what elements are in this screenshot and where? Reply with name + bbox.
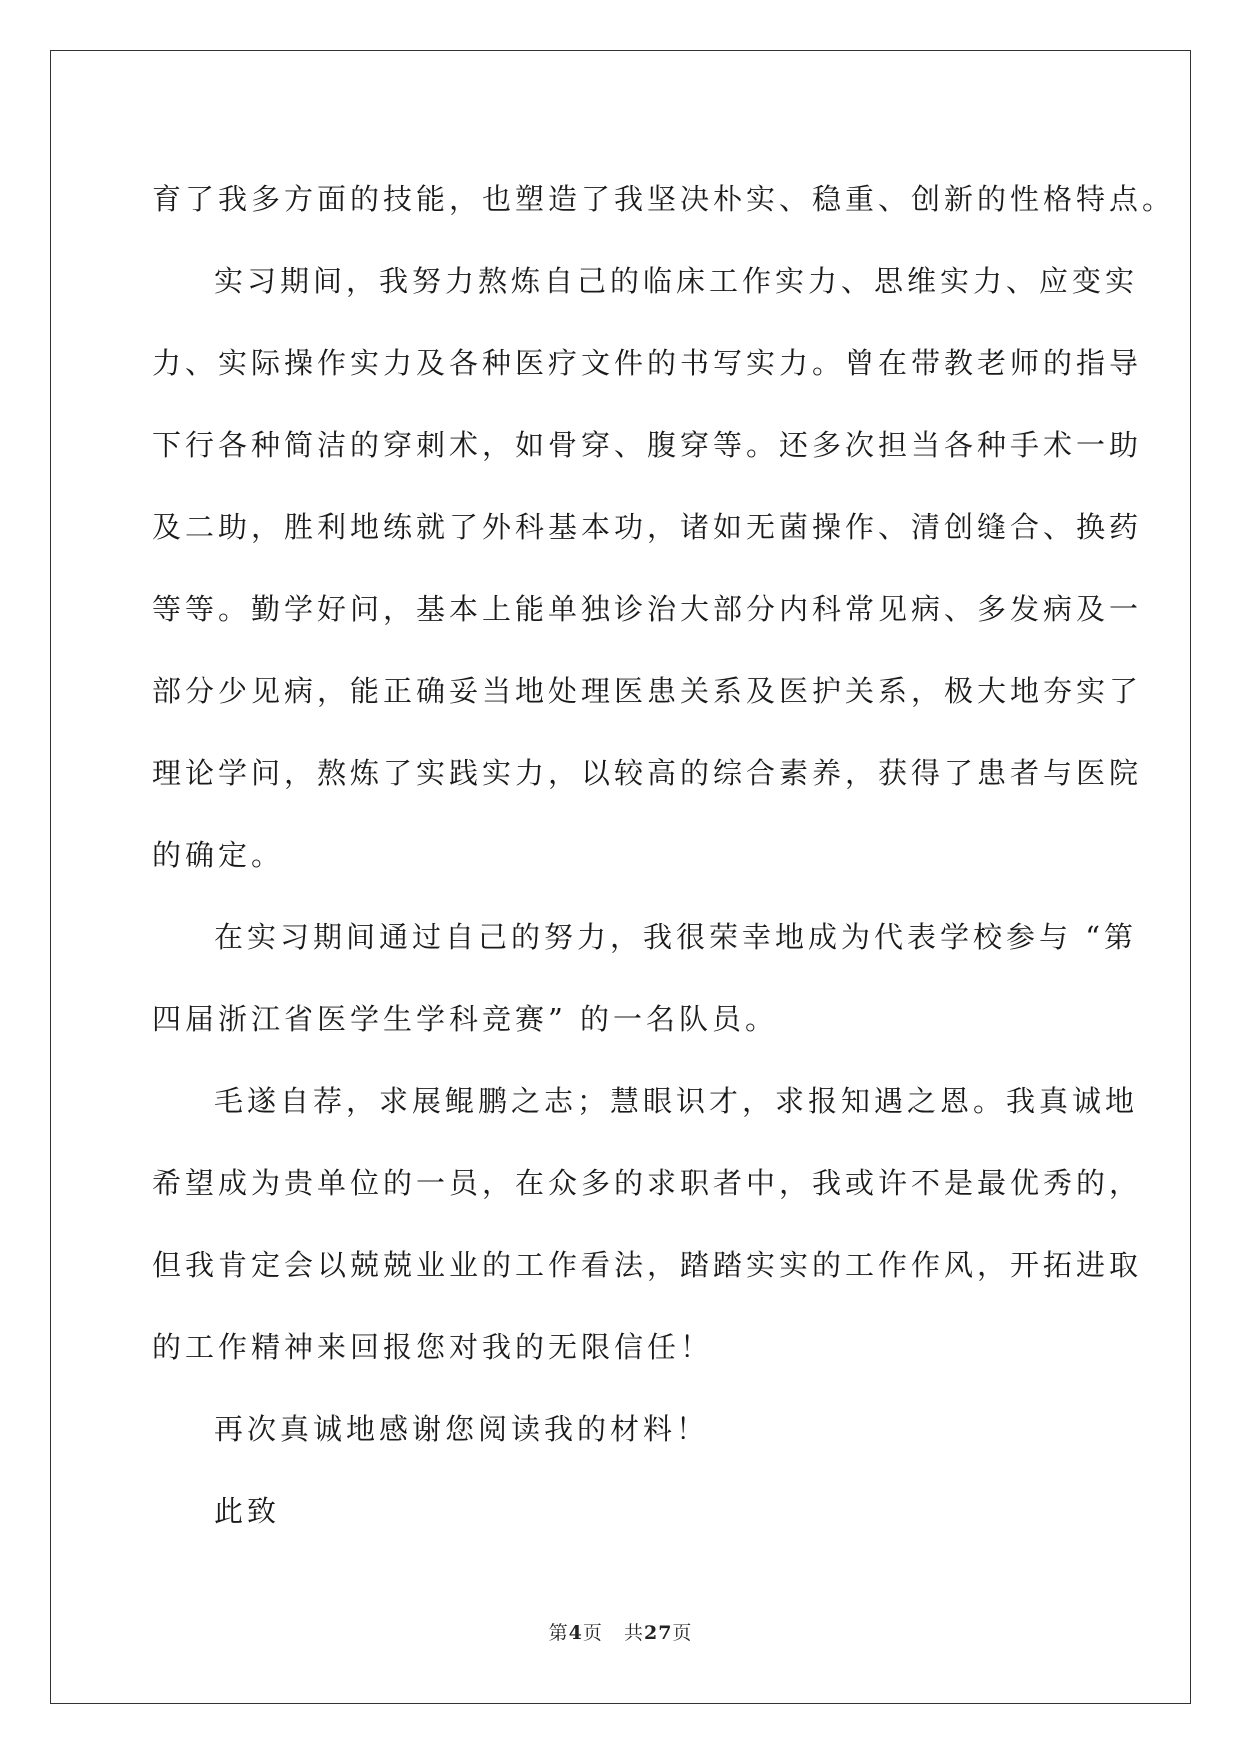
- page-footer: [0, 1618, 1241, 1645]
- footer-total-suffix: 页: [672, 1622, 693, 1644]
- text-line: 希望成为贵单位的一员，在众多的求职者中，我或许不是最优秀的，: [152, 1166, 1143, 1200]
- text-line: 实习期间，我努力熬炼自己的临床工作实力、思维实力、应变实: [214, 264, 1139, 298]
- text-line: 的工作精神来回报您对我的无限信任！: [152, 1330, 714, 1364]
- text-line: 下行各种简洁的穿刺术，如骨穿、腹穿等。还多次担当各种手术一助: [152, 428, 1143, 462]
- text-line: 理论学问，熬炼了实践实力，以较高的综合素养，获得了患者与医院: [152, 756, 1143, 790]
- text-line: 部分少见病，能正确妥当地处理医患关系及医护关系，极大地夯实了: [152, 674, 1143, 708]
- text-line: 但我肯定会以兢兢业业的工作看法，踏踏实实的工作作风，开拓进取: [152, 1248, 1143, 1282]
- text-line: 育了我多方面的技能，也塑造了我坚决朴实、稳重、创新的性格特点。: [152, 182, 1176, 216]
- page-number: 4: [568, 1622, 583, 1644]
- text-line: 的确定。: [152, 838, 285, 872]
- total-pages: 27: [643, 1622, 673, 1644]
- closing-line: 此致: [214, 1494, 281, 1528]
- document-body: [152, 158, 1176, 1552]
- text-line: 及二助，胜利地练就了外科基本功，诸如无菌操作、清创缝合、换药: [152, 510, 1143, 544]
- text-line: 在实习期间通过自己的努力，我很荣幸地成为代表学校参与 “第: [214, 920, 1138, 954]
- text-line: 再次真诚地感谢您阅读我的材料！: [214, 1412, 710, 1446]
- footer-prefix: 第: [548, 1622, 569, 1644]
- text-line: 等等。勤学好问，基本上能单独诊治大部分内科常见病、多发病及一: [152, 592, 1143, 626]
- text-line: 毛遂自荐，求展鲲鹏之志；慧眼识才，求报知遇之恩。我真诚地: [214, 1084, 1139, 1118]
- text-line: 力、实际操作实力及各种医疗文件的书写实力。曾在带教老师的指导: [152, 346, 1143, 380]
- text-line: 四届浙江省医学生学科竞赛” 的一名队员。: [152, 1002, 779, 1036]
- footer-page-suffix: 页: [582, 1622, 603, 1644]
- footer-total-prefix: 共: [623, 1622, 644, 1644]
